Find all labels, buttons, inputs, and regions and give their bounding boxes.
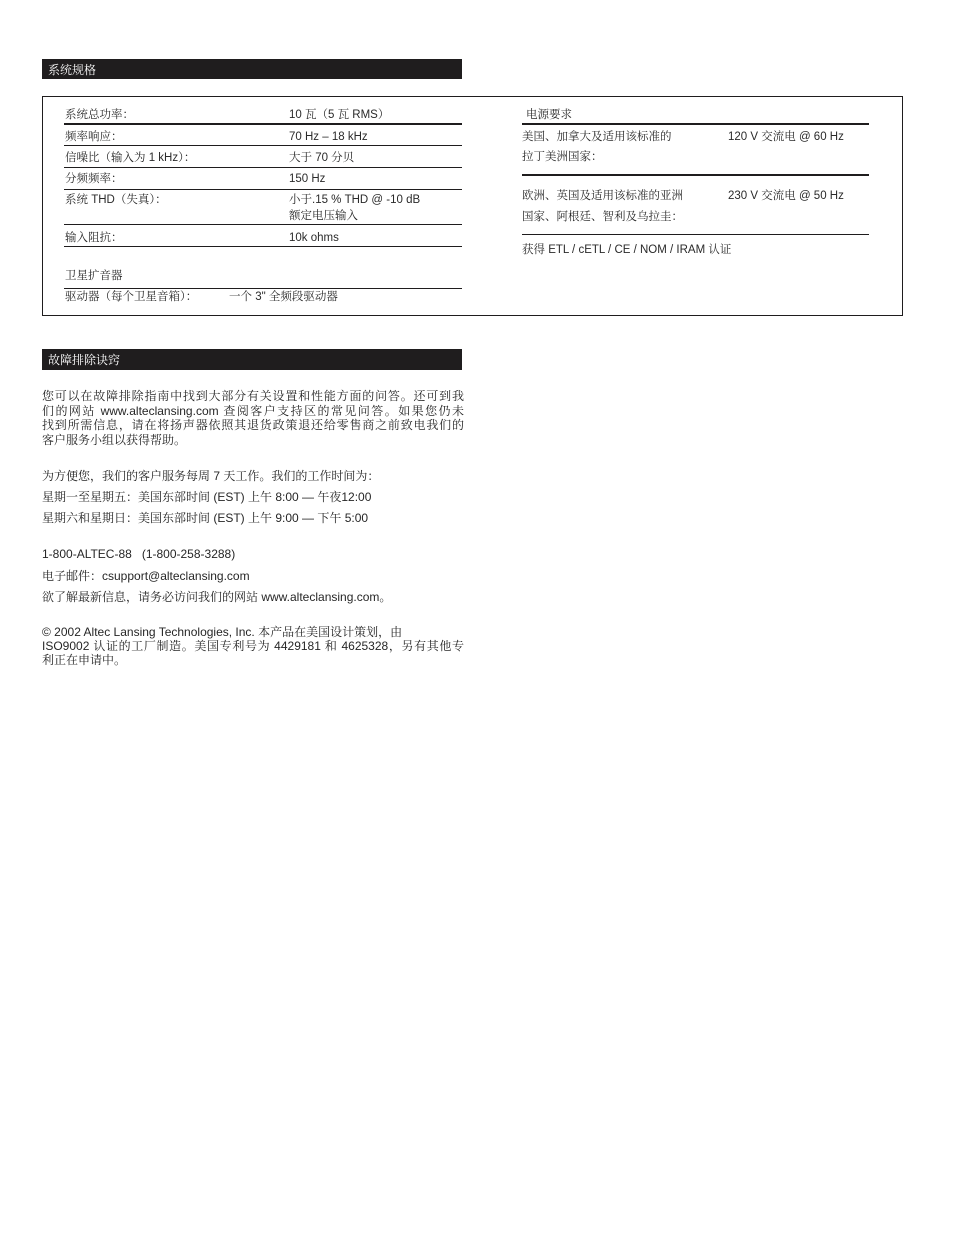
satellite-heading: 卫星扩音器 [64,263,462,289]
system-specs-table [43,97,902,315]
spec-value [289,231,339,246]
spec-value [289,151,354,167]
intro-line: 找到所需信息，请在将扬声器依照其退货政策退还给零售商之前致电我们的 [42,418,464,433]
spec-value-line: 小于.15 % THD @ -10 dB [289,194,421,206]
troubleshooting-title: 故障排除诀窍 [48,353,121,367]
spec-label: 分频频率： [65,173,123,185]
hours-weekend: 星期六和星期日：美国东部时间 (EST) 上午 9:00 — 下午 5:00 [42,511,369,525]
troubleshooting-header [42,349,462,370]
copyright-line: 利正在申请中。 [42,653,127,667]
specs-section-title: 系统规格 [48,63,97,77]
power-region [522,186,728,234]
support-email: 电子邮件：csupport@alteclansing.com [42,568,250,583]
spec-value [289,172,325,189]
spec-row-crossover [64,168,462,190]
website-note: 欲了解最新信息，请务必访问我们的网站 www.alteclansing.com。 [42,590,392,604]
spec-value-line: 70 Hz – 18 kHz [289,131,368,143]
troubleshooting-intro [42,389,464,447]
power-row-50hz [522,176,869,235]
spec-value [289,192,420,224]
spec-value-line: 150 Hz [289,173,326,185]
spec-row-signal-to-noise [64,146,462,168]
spec-label: 信噪比（输入为 1 kHz）： [65,152,196,164]
specs-section-header [42,59,462,79]
contact-info [42,544,464,609]
spec-value [289,108,389,123]
spec-row-thd [64,190,462,225]
spec-label: 输入阻抗： [65,232,123,244]
power-region-line: 美国、加拿大及适用该标准的 [522,131,672,143]
phone-number: 1-800-ALTEC-88 (1-800-258-3288) [42,547,236,561]
certification-note: 获得 ETL / cETL / CE / NOM / IRAM 认证 [522,244,732,256]
power-region [522,127,728,174]
spec-label: 驱动器（每个卫星音箱）： [65,291,198,303]
copyright-line: © 2002 Altec Lansing Technologies, Inc. 本产品在美国设计策划，由 [42,625,403,639]
power-value: 230 V 交流电 @ 50 Hz [728,190,844,202]
spec-label: 系统 THD（失真）： [65,194,167,206]
intro-line: 们的网站 www.alteclansing.com 查阅客户支持区的常见问答。如果您仍未 [42,403,464,418]
power-region-line: 国家、阿根廷、智利及乌拉圭： [522,211,683,223]
power-region-line: 欧洲、英国及适用该标准的亚洲 [522,190,683,202]
specs-box [42,96,903,316]
spec-value: 一个 3" 全频段驱动器 [229,291,338,303]
hours-intro: 为方便您，我们的客户服务每周 7 天工作。我们的工作时间为： [42,469,380,483]
power-region-line: 拉丁美洲国家： [522,151,603,163]
power-row-60hz [522,125,869,176]
spec-row-frequency-response [64,125,462,146]
copyright-line: ISO9002 认证的工厂制造。美国专利号为 4429181 和 4625328，另有其他专 [42,639,464,653]
spec-row-input-impedance [64,225,462,247]
spec-value-line: 额定电压输入 [289,210,358,222]
hours-weekday: 星期一至星期五：美国东部时间 (EST) 上午 8:00 — 午夜12:00 [42,490,372,504]
intro-line: 您可以在故障排除指南中找到大部分有关设置和性能方面的问答。还可到我 [42,389,464,403]
satellite-driver-row [64,290,462,304]
spec-value-line: 10 瓦（5 瓦 RMS） [289,109,390,121]
intro-line: 客户服务小组以获得帮助。 [42,432,187,447]
power-heading: 电源要求 [522,107,869,125]
spec-label: 系统总功率： [65,109,134,121]
spec-label: 频率响应： [65,131,123,143]
spec-value-line: 大于 70 分贝 [289,152,355,164]
service-hours [42,466,464,529]
power-value: 120 V 交流电 @ 60 Hz [728,131,844,143]
copyright-notice [42,625,464,667]
spec-value [289,130,368,145]
spec-value-line: 10k ohms [289,232,339,244]
spec-row-total-power [64,107,462,125]
